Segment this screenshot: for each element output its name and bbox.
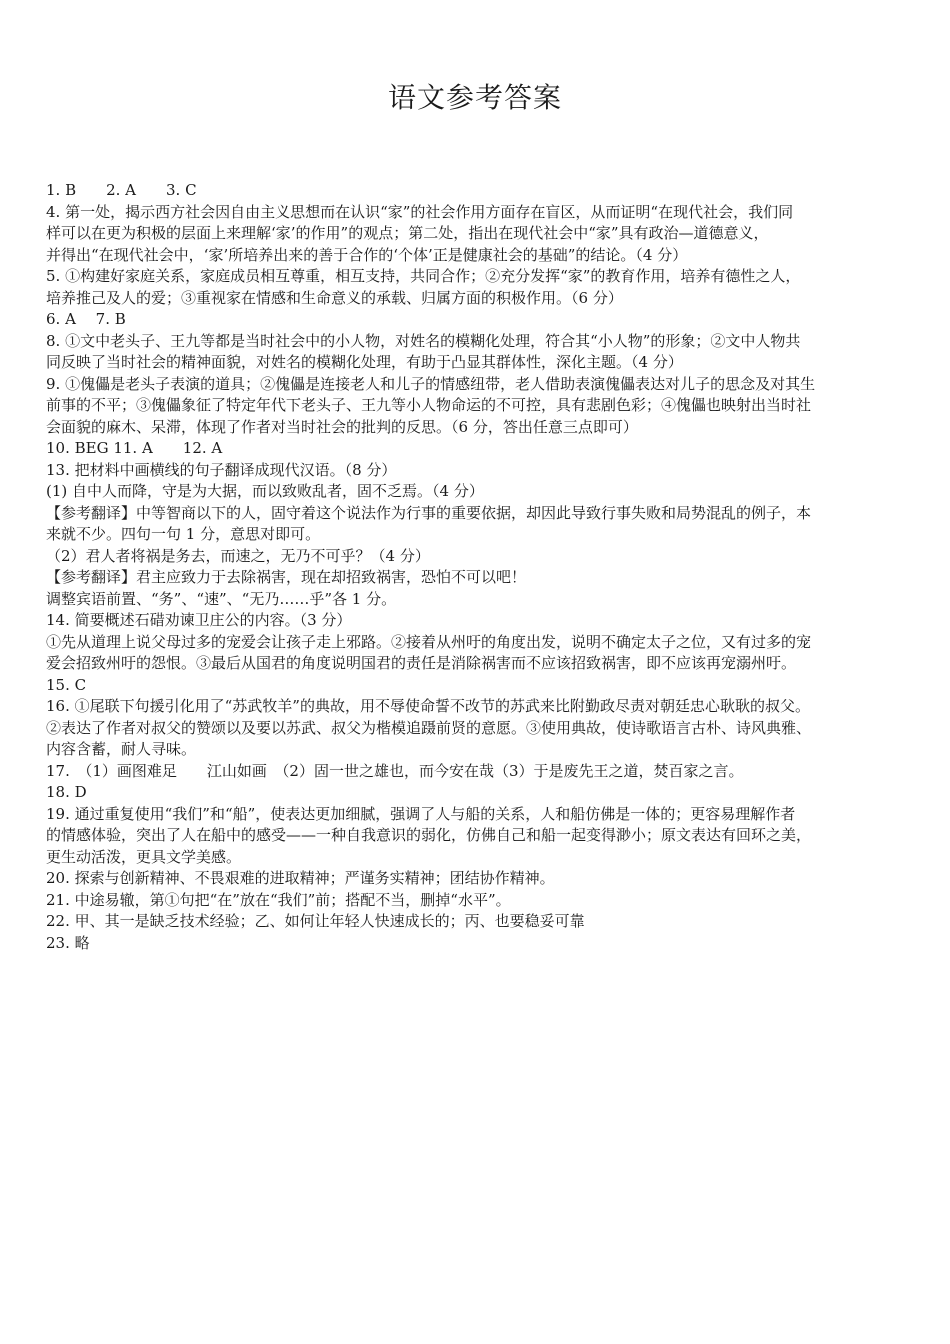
answer-line: 爱会招致州吁的怨恨。③最后从国君的角度说明国君的责任是消除祸害而不应该招致祸害，即不应该再宠溺州吁。	[46, 654, 797, 672]
answer-line: 【参考翻译】君主应致力于去除祸害，现在却招致祸害，恐怕不可以吧！	[46, 568, 527, 586]
answer-line: 14. 简要概述石碏劝谏卫庄公的内容。（3 分）	[46, 611, 352, 629]
answer-line: ②表达了作者对叔父的赞颂以及要以苏武、叔父为楷模追蹑前贤的意愿。③使用典故，使诗歌语言古朴、诗风典雅、	[46, 718, 812, 737]
answer-line: 9. ①傀儡是老头子表演的道具；②傀儡是连接老人和儿子的情感纽带，老人借助表演傀儡表达对儿子的思念及对其生	[46, 374, 816, 393]
answer-line: 19. 通过重复使用“我们”和“船”，使表达更加细腻，强调了人与船的关系，人和船仿佛是一体的；更容易理解作者	[46, 804, 796, 823]
answer-line: 前事的不平；③傀儡象征了特定年代下老头子、王九等小人物命运的不可控，具有悲剧色彩；④傀儡也映射出当时社	[46, 396, 812, 414]
answer-line: 8. ①文中老头子、王九等都是当时社会中的小人物，对姓名的模糊化处理，符合其“小人物”的形象；②文中人物共	[46, 331, 801, 350]
answer-line: 22. 甲、其一是缺乏技术经验；乙、如何让年轻人快速成长的；丙、也要稳妥可靠	[46, 912, 585, 930]
answer-line: 15. C	[46, 675, 87, 694]
answer-line: 来就不少。四句一句 1 分，意思对即可。	[46, 525, 321, 543]
answer-line: 23. 略	[46, 933, 90, 952]
answer-line: 内容含蓄，耐人寻味。	[46, 740, 197, 758]
answer-line: 的情感体验，突出了人在船中的感受——一种自我意识的弱化，仿佛自己和船一起变得渺小；原文表达有回环之美，	[46, 826, 812, 844]
answer-line: 21. 中途易辙，第①句把“在”放在“我们”前；搭配不当，删掉“水平”。	[46, 890, 511, 909]
answer-line: ①先从道理上说父母过多的宠爱会让孩子走上邪路。②接着从州吁的角度出发，说明不确定太子之位，又有过多的宠	[46, 632, 812, 651]
answer-line: 16. ①尾联下句援引化用了“苏武牧羊”的典故，用不辱使命誓不改节的苏武来比附勤政尽责对朝廷忠心耿耿的叔父。	[46, 697, 810, 715]
answer-line: 同反映了当时社会的精神面貌，对姓名的模糊化处理，有助于凸显其群体性，深化主题。（4 分）	[46, 353, 683, 371]
answer-line: 【参考翻译】中等智商以下的人，固守着这个说法作为行事的重要依据，却因此导致行事失败和局势混乱的例子，本	[46, 503, 812, 522]
answer-line: 样可以在更为积极的层面上来理解‘家’的作用”的观点；第二处，指出在现代社会中“家”具有政治—道德意义，	[46, 224, 769, 242]
answer-line: （2）君人者将祸是务去，而速之，无乃不可乎？（4 分）	[46, 546, 430, 565]
answer-line: 4. 第一处，揭示西方社会因自由主义思想而在认识“家”的社会作用方面存在盲区，从而证明“在现代社会，我们同	[46, 202, 794, 221]
answer-line: 10. BEG 11. A 12. A	[46, 439, 223, 457]
answer-line: 会面貌的麻木、呆滞，体现了作者对当时社会的批判的反思。（6 分，答出任意三点即可）	[46, 417, 638, 436]
answer-line: 并得出“在现代社会中，‘家’所培养出来的善于合作的‘个体’正是健康社会的基础”的结论。（4 分）	[46, 245, 688, 264]
answer-line: (1) 自中人而降，守是为大据，而以致败乱者，固不乏焉。（4 分）	[46, 482, 484, 500]
page-title: 语文参考答案	[387, 81, 562, 114]
answer-line: 5. ①构建好家庭关系，家庭成员相互尊重，相互支持，共同合作；②充分发挥“家”的教育作用，培养有德性之人，	[46, 267, 801, 285]
answer-line: 6. A 7. B	[46, 310, 126, 328]
answer-line: 13. 把材料中画横线的句子翻译成现代汉语。（8 分）	[46, 460, 397, 479]
answer-line: 更生动活泼，更具文学美感。	[46, 847, 242, 866]
answer-line: 20. 探索与创新精神、不畏艰难的进取精神；严谨务实精神；团结协作精神。	[46, 869, 555, 887]
answer-line: 1. B 2. A 3. C	[46, 181, 197, 199]
answer-line: 培养推己及人的爱；③重视家在情感和生命意义的承载、归属方面的积极作用。（6 分）	[46, 288, 623, 307]
answer-line: 18. D	[46, 783, 87, 801]
answer-line: 调整宾语前置、“务”、“速”、“无乃……乎”各 1 分。	[46, 589, 397, 608]
answer-list	[46, 180, 906, 954]
answer-line: 17. （1）画图难足 江山如画 （2）固一世之雄也，而今安在哉（3）于是废先王之道，焚百家之言。	[46, 761, 744, 780]
